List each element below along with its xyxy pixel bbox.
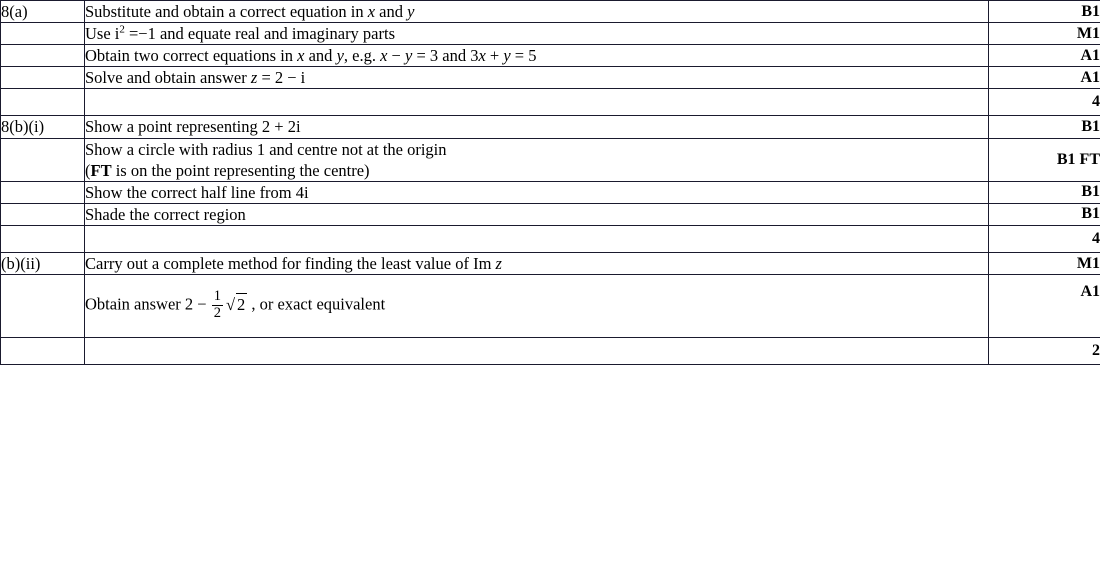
table-row bbox=[1, 67, 1100, 89]
table-row bbox=[1, 203, 1100, 225]
table-row bbox=[1, 116, 1100, 138]
mark-value: M1 bbox=[989, 23, 1100, 45]
table-row-subtotal bbox=[1, 225, 1100, 252]
mark-value: B1 bbox=[989, 1, 1100, 23]
question-label bbox=[1, 181, 85, 203]
table-body bbox=[1, 1, 1100, 365]
mark-value: B1 bbox=[989, 116, 1100, 138]
answer-text: Carry out a complete method for finding the least value of Im z bbox=[85, 252, 989, 274]
answer-text: Use $i^2 =-1$ and equate real and imaginary parts bbox=[85, 23, 989, 45]
answer-text bbox=[85, 338, 989, 365]
mark-value: B1 bbox=[989, 203, 1100, 225]
mark-value: A1 bbox=[989, 45, 1100, 67]
answer-text bbox=[85, 225, 989, 252]
question-label bbox=[1, 138, 85, 181]
table-row bbox=[1, 252, 1100, 274]
subtotal-value: 4 bbox=[989, 89, 1100, 116]
question-label: (b)(ii) bbox=[1, 252, 85, 274]
table-row bbox=[1, 45, 1100, 67]
table-row bbox=[1, 23, 1100, 45]
table-row bbox=[1, 181, 1100, 203]
table-row bbox=[1, 138, 1100, 181]
subtotal-value: 2 bbox=[989, 338, 1100, 365]
question-label bbox=[1, 225, 85, 252]
answer-text: Shade the correct region bbox=[85, 203, 989, 225]
question-label bbox=[1, 67, 85, 89]
answer-text: Substitute and obtain a correct equation in x and y bbox=[85, 1, 989, 23]
question-label bbox=[1, 45, 85, 67]
answer-text: Show a point representing 2 + 2i bbox=[85, 116, 989, 138]
question-label: 8(a) bbox=[1, 1, 85, 23]
mark-value: A1 bbox=[989, 67, 1100, 89]
mark-value: B1 bbox=[989, 181, 1100, 203]
question-label bbox=[1, 23, 85, 45]
table-row bbox=[1, 1, 1100, 23]
question-label bbox=[1, 275, 85, 338]
mark-value: A1 bbox=[989, 275, 1100, 338]
answer-text: Obtain answer 2 − $\frac{1}{2}$ √ 2 , or exact equivalent bbox=[85, 275, 989, 338]
answer-text: Show a circle with radius 1 and centre not at the origin (FT is on the point representing the centre) bbox=[85, 138, 989, 181]
question-label bbox=[1, 338, 85, 365]
question-label bbox=[1, 203, 85, 225]
table-row bbox=[1, 275, 1100, 338]
mark-value: B1 FT bbox=[989, 138, 1100, 181]
answer-text: Show the correct half line from 4i bbox=[85, 181, 989, 203]
answer-text bbox=[85, 89, 989, 116]
question-label bbox=[1, 89, 85, 116]
subtotal-value: 4 bbox=[989, 225, 1100, 252]
answer-text: Solve and obtain answer z = 2 − i bbox=[85, 67, 989, 89]
answer-text: Obtain two correct equations in x and y, e.g. x − y = 3 and 3x + y = 5 bbox=[85, 45, 989, 67]
table-row-subtotal bbox=[1, 338, 1100, 365]
question-label: 8(b)(i) bbox=[1, 116, 85, 138]
mark-value: M1 bbox=[989, 252, 1100, 274]
table-row-subtotal bbox=[1, 89, 1100, 116]
